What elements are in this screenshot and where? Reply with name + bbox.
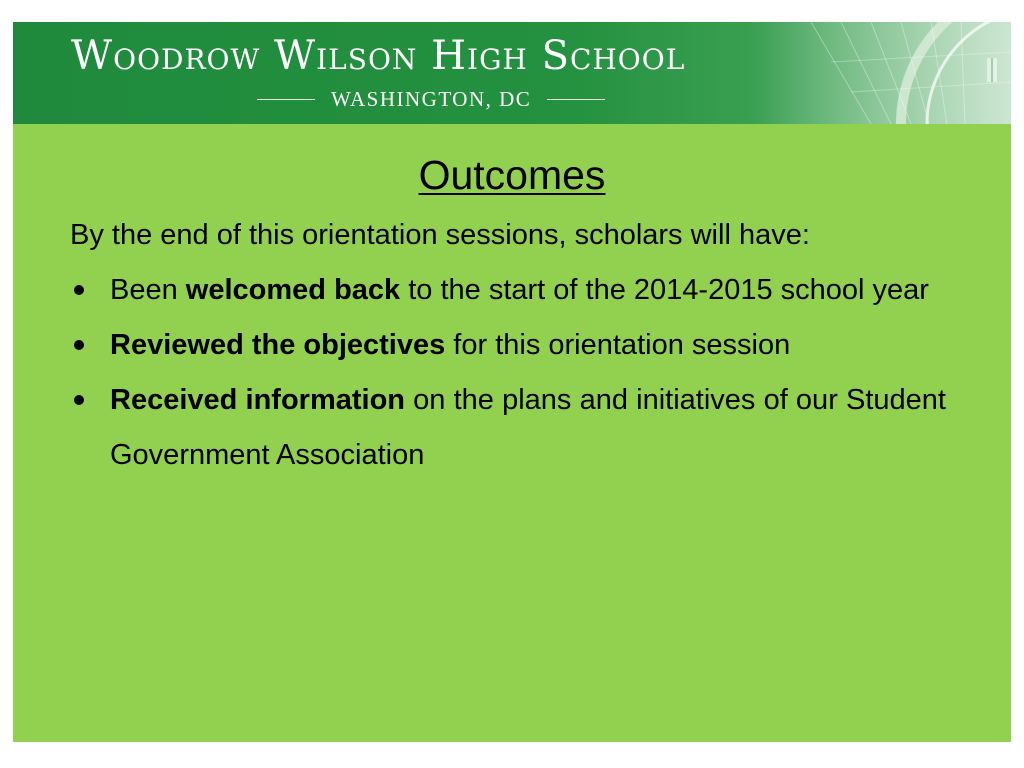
- school-name: Woodrow Wilson High School: [71, 33, 686, 79]
- divider-left: [257, 99, 315, 100]
- slide: [13, 22, 1011, 742]
- bullet-icon: [74, 395, 84, 405]
- slide-title: [13, 152, 1011, 198]
- school-location-row: [257, 86, 605, 112]
- divider-right: [547, 99, 605, 100]
- bullet-text-bold: Reviewed the objectives: [110, 329, 446, 361]
- bullet-text-bold: welcomed back: [185, 274, 401, 306]
- list-item: [70, 318, 946, 373]
- header-banner: [13, 22, 1011, 124]
- bullet-icon: [74, 340, 84, 350]
- bullet-text-post: to the start of the 2014-2015 school year: [400, 274, 929, 306]
- slide-body: [70, 208, 946, 483]
- bullet-icon: [74, 285, 84, 295]
- school-location: WASHINGTON, DC: [331, 86, 532, 111]
- intro-text: By the end of this orientation sessions, scholars will have:: [70, 219, 810, 251]
- list-item: [70, 263, 946, 318]
- list-item: [70, 373, 946, 483]
- bullet-text-bold: Received information: [110, 384, 406, 416]
- slide-title-text: Outcomes: [418, 152, 606, 198]
- bullet-text-post: on the plans and initiatives of our Student Government Association: [110, 384, 946, 471]
- bullet-text-post: for this orientation session: [445, 329, 791, 361]
- bullet-text-pre: Been: [110, 274, 186, 306]
- outcomes-list: [70, 263, 946, 483]
